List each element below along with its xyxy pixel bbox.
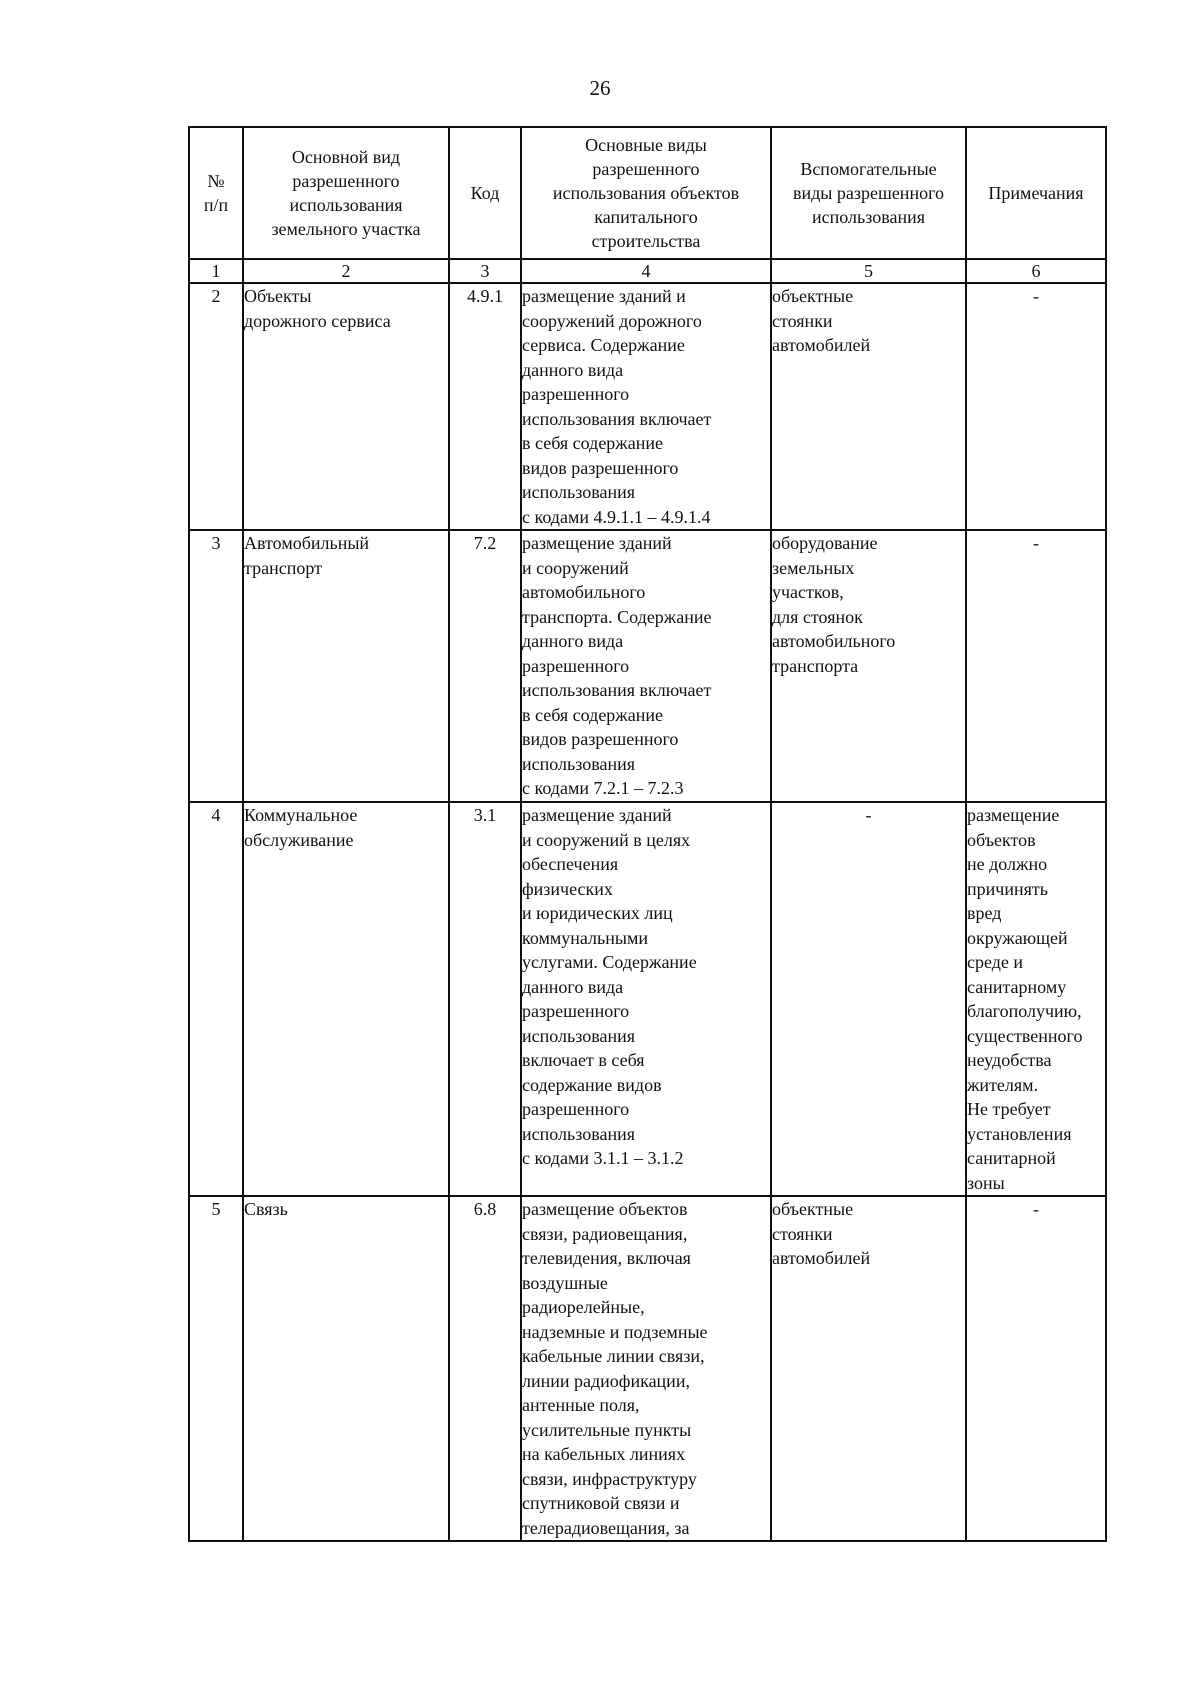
- text-line: видов разрешенного: [522, 729, 679, 749]
- text-line: кабельные линии связи,: [522, 1346, 705, 1366]
- text-line: не должно: [967, 854, 1048, 874]
- text-line: данного вида: [522, 359, 624, 380]
- text-line: данного вида: [522, 976, 624, 997]
- text-line: -: [1033, 1199, 1039, 1219]
- column-number: 5: [771, 259, 966, 283]
- table-header-row: [189, 127, 1106, 259]
- table-row: [189, 530, 1106, 802]
- text-line: Коммунальное: [244, 805, 358, 825]
- text-line: дорожного сервиса: [244, 310, 391, 331]
- text-line: земельных: [772, 557, 855, 578]
- header-cell-notes: [966, 127, 1106, 259]
- text-line: неудобства: [967, 1050, 1052, 1070]
- text-line: автомобилей: [772, 335, 871, 355]
- text-line: для стоянок: [772, 606, 863, 627]
- text-line: объектные: [772, 1199, 854, 1219]
- text-line: капитального: [594, 207, 698, 227]
- auxiliary-uses: [771, 530, 966, 802]
- use-name: [243, 283, 449, 530]
- text-line: обслуживание: [244, 829, 354, 850]
- permitted-use-table: [188, 126, 1107, 1542]
- text-line: разрешенного: [592, 159, 700, 179]
- row-number: 5: [189, 1196, 243, 1541]
- text-line: использования: [522, 482, 636, 502]
- text-line: телевидения, включая: [522, 1248, 691, 1268]
- auxiliary-uses: [771, 283, 966, 530]
- text-line: с кодами 3.1.1 – 3.1.2: [522, 1148, 684, 1168]
- use-name: [243, 530, 449, 802]
- text-line: установления: [967, 1123, 1072, 1144]
- use-code: 7.2: [449, 530, 521, 802]
- text-line: размещение объектов: [522, 1199, 688, 1219]
- text-line: участков,: [772, 582, 844, 602]
- text-line: размещение зданий и: [522, 286, 686, 306]
- header-cell-auxiliary-uses: [771, 127, 966, 259]
- text-line: транспорт: [244, 557, 322, 578]
- text-line: благополучию,: [967, 1001, 1082, 1021]
- text-line: Автомобильный: [244, 533, 370, 553]
- main-uses-description: [521, 1196, 771, 1541]
- text-line: вред: [967, 903, 1002, 923]
- use-code: 4.9.1: [449, 283, 521, 530]
- text-line: транспорта: [772, 655, 859, 676]
- notes: [966, 1196, 1106, 1541]
- text-line: на кабельных линиях: [522, 1444, 686, 1464]
- notes: [966, 283, 1106, 530]
- text-line: транспорта. Содержание: [522, 606, 712, 627]
- text-line: Основные виды: [585, 135, 707, 155]
- row-number: 2: [189, 283, 243, 530]
- text-line: использования: [522, 753, 636, 774]
- text-line: п/п: [203, 195, 229, 215]
- notes: [966, 802, 1106, 1196]
- text-line: жителям.: [967, 1074, 1039, 1095]
- text-line: и юридических лиц: [522, 903, 673, 923]
- page-number: 26: [589, 76, 611, 100]
- text-line: воздушные: [522, 1272, 608, 1293]
- text-line: автомобильного: [522, 582, 646, 602]
- column-number: 6: [966, 259, 1106, 283]
- use-name: [243, 802, 449, 1196]
- header-cell-number: [189, 127, 243, 259]
- text-line: услугами. Содержание: [522, 952, 697, 972]
- main-uses-description: [521, 283, 771, 530]
- text-line: строительства: [591, 231, 701, 251]
- text-line: с кодами 7.2.1 – 7.2.3: [522, 778, 684, 798]
- text-line: размещение: [967, 805, 1060, 825]
- text-line: связи, инфраструктуру: [522, 1468, 697, 1489]
- notes: [966, 530, 1106, 802]
- text-line: существенного: [967, 1025, 1083, 1046]
- text-line: антенные поля,: [522, 1395, 640, 1415]
- table-row: [189, 1196, 1106, 1541]
- text-line: Объекты: [244, 286, 312, 306]
- text-line: земельного участка: [271, 219, 421, 239]
- column-number: 3: [449, 259, 521, 283]
- text-line: разрешенного: [522, 1001, 630, 1021]
- text-line: радиорелейные,: [522, 1297, 645, 1317]
- text-line: линии радиофикации,: [522, 1370, 690, 1391]
- text-line: с кодами 4.9.1.1 – 4.9.1.4: [522, 506, 711, 527]
- auxiliary-uses: [771, 1196, 966, 1541]
- text-line: стоянки: [772, 310, 833, 331]
- text-line: связи, радиовещания,: [522, 1223, 688, 1244]
- text-line: коммунальными: [522, 927, 648, 948]
- table-row: [189, 283, 1106, 530]
- text-line: использования: [522, 1123, 636, 1144]
- text-line: усилительные пункты: [522, 1419, 692, 1440]
- header-cell-code: [449, 127, 521, 259]
- text-line: в себя содержание: [522, 433, 663, 453]
- text-line: телерадиовещания, за: [522, 1517, 690, 1538]
- column-number: 1: [189, 259, 243, 283]
- auxiliary-uses: [771, 802, 966, 1196]
- column-number: 2: [243, 259, 449, 283]
- table-row: [189, 802, 1106, 1196]
- text-line: содержание видов: [522, 1074, 662, 1095]
- text-line: сооружений дорожного: [522, 310, 702, 331]
- text-line: причинять: [967, 878, 1048, 899]
- text-line: обеспечения: [522, 854, 619, 874]
- text-line: разрешенного: [522, 384, 630, 404]
- use-name: [243, 1196, 449, 1541]
- text-line: Основной вид: [291, 147, 401, 167]
- header-cell-main-use: [243, 127, 449, 259]
- main-uses-description: [521, 530, 771, 802]
- text-line: Примечания: [988, 183, 1084, 203]
- header-cell-main-capital-uses: [521, 127, 771, 259]
- text-line: и сооружений в целях: [522, 829, 691, 850]
- text-line: использования: [522, 1025, 636, 1046]
- text-line: включает в себя: [522, 1050, 645, 1070]
- text-line: -: [1033, 286, 1039, 306]
- text-line: -: [1033, 533, 1039, 553]
- text-line: использования включает: [522, 408, 712, 429]
- text-line: Не требует: [967, 1099, 1051, 1119]
- text-line: Связь: [244, 1199, 288, 1219]
- text-line: зоны: [967, 1172, 1005, 1193]
- text-line: среде и: [967, 952, 1024, 972]
- text-line: спутниковой связи и: [522, 1493, 680, 1513]
- use-code: 6.8: [449, 1196, 521, 1541]
- text-line: видов разрешенного: [522, 457, 679, 478]
- text-line: автомобилей: [772, 1248, 871, 1268]
- text-line: использования объектов: [552, 183, 740, 203]
- text-line: использования: [811, 207, 925, 227]
- text-line: автомобильного: [772, 631, 896, 651]
- text-line: в себя содержание: [522, 704, 663, 725]
- use-code: 3.1: [449, 802, 521, 1196]
- text-line: объектов: [967, 829, 1036, 850]
- text-line: -: [865, 805, 872, 825]
- text-line: оборудование: [772, 533, 878, 553]
- text-line: разрешенного: [292, 171, 400, 191]
- row-number: 4: [189, 802, 243, 1196]
- text-line: физических: [522, 878, 613, 899]
- text-line: данного вида: [522, 631, 624, 651]
- text-line: разрешенного: [522, 1099, 630, 1119]
- text-line: разрешенного: [522, 655, 630, 676]
- text-line: стоянки: [772, 1223, 833, 1244]
- text-line: размещение зданий: [522, 533, 672, 553]
- text-line: Вспомогательные: [800, 159, 937, 179]
- text-line: санитарному: [967, 976, 1067, 997]
- column-number: 4: [521, 259, 771, 283]
- text-line: виды разрешенного: [792, 183, 945, 203]
- text-line: сервиса. Содержание: [522, 335, 685, 355]
- text-line: размещение зданий: [522, 805, 672, 825]
- column-number-row: [189, 259, 1106, 283]
- text-line: Код: [470, 183, 500, 203]
- text-line: №: [207, 171, 225, 191]
- text-line: использования включает: [522, 680, 712, 700]
- text-line: и сооружений: [522, 557, 629, 578]
- text-line: санитарной: [967, 1148, 1056, 1168]
- text-line: объектные: [772, 286, 854, 306]
- text-line: использования: [289, 195, 403, 215]
- main-uses-description: [521, 802, 771, 1196]
- row-number: 3: [189, 530, 243, 802]
- text-line: надземные и подземные: [522, 1321, 708, 1342]
- text-line: окружающей: [967, 927, 1068, 948]
